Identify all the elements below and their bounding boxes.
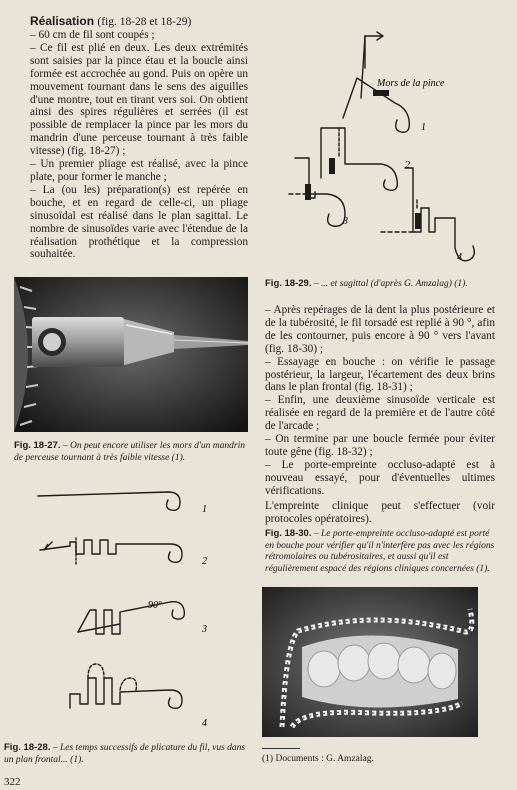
drill-chuck-illustration xyxy=(14,277,248,432)
fig-18-29-label-2: 2 xyxy=(405,160,410,171)
caption-text: – Les temps successifs de plicature du fil, vus dans un plan frontal... (1). xyxy=(4,743,246,765)
fig-18-27-caption xyxy=(14,440,248,464)
paragraph: – La (ou les) préparation(s) est repérée en bouche, et en regard de celle-ci, un pliage sinusoïdal est réalisé dans le plan sagittal. Le nombre de sinusoïdes varie avec l'étendue de la réalisation prothétique et la compression souhaitée. xyxy=(30,183,248,261)
wire-step-4 xyxy=(70,678,182,708)
paragraph: – Le porte-empreinte occluso-adapté est à nouveau essayé, pour d'éventuelles ultimes vérifications. xyxy=(265,458,495,497)
caption-text: – ... et sagittal (d'après G. Amzalag) (1). xyxy=(311,279,468,289)
section-heading-title: Réalisation xyxy=(30,14,95,28)
fig-18-27-photo xyxy=(14,277,248,432)
footnote: (1) Documents : G. Amzalag. xyxy=(262,754,374,764)
caption-label: Fig. 18-28. xyxy=(4,742,51,753)
caption-label: Fig. 18-30. xyxy=(265,528,312,539)
caption-text: – Le porte-empreinte occluso-adapté est porté en bouche pour vérifier qu'il n'interfère pas avec les régions rétromolaires ou tubérositaires, et aussi qu'il est régulièrement espacé des régions cliniques concernées (1). xyxy=(265,529,495,574)
footnote-rule xyxy=(262,748,300,749)
fig-18-30-caption xyxy=(265,528,495,575)
fig-18-30-photo xyxy=(262,587,478,737)
fig-18-28-diagram xyxy=(30,482,248,740)
page-number: 322 xyxy=(4,776,21,788)
paragraph: – Un premier pliage est réalisé, avec la pince plate, pour former le manche ; xyxy=(30,158,248,183)
fig-18-28-label-2: 2 xyxy=(202,556,207,567)
section-heading xyxy=(30,14,248,28)
fig-18-29-label-3: 3 xyxy=(343,216,348,227)
paragraph: L'empreinte clinique peut s'effectuer (voir protocoles opératoires). xyxy=(265,499,495,525)
caption-text: – On peut encore utiliser les mors d'un mandrin de perceuse tournant à très faible vitesse (1). xyxy=(14,441,246,463)
fig-18-28-label-3: 3 xyxy=(202,624,207,635)
paragraph: – Ce fil est plié en deux. Les deux extrémités sont saisies par la pince étau et la boucle ainsi formée est accrochée au gond. Puis on opère un mouvement tournant dans le sens des aiguilles d'une montre, tout en tirant vers soi. On obtient ainsi des spires régulières et serrées (il est possible de remplacer la pince par les mors du mandrin d'une perceuse tournant à très faible vitesse) (fig. 18-27) ; xyxy=(30,41,248,158)
fig-18-28-label-1: 1 xyxy=(202,504,207,515)
fig-18-29-label-1: 1 xyxy=(421,122,426,133)
paragraph: – Essayage en bouche : on vérifie le passage postérieur, la largeur, l'écartement des deux brins dans le plan frontal (fig. 18-31) ; xyxy=(265,355,495,394)
paragraph: – 60 cm de fil sont coupés ; xyxy=(30,29,155,41)
right-body-text xyxy=(265,304,495,525)
caption-label: Fig. 18-29. xyxy=(265,278,312,289)
fig-18-29-label-4: 4 xyxy=(457,252,462,263)
section-heading-ref: (fig. 18-28 et 18-29) xyxy=(97,16,192,28)
wire-step-2 xyxy=(40,540,182,562)
paragraph: – Après repérages de la dent la plus postérieure et de la tubérosité, le fil torsadé est replié à 90 °, afin de les contourner, puis encore à 90 ° vers l'avant (fig. 18-30) ; xyxy=(265,304,495,355)
fig-18-29-caption xyxy=(265,278,495,291)
paragraph: – Enfin, une deuxième sinusoïde verticale est réalisée en regard de la première et de l'autre côté de l'arcade ; xyxy=(265,394,495,433)
paragraph: – On termine par une boucle fermée pour éviter toute gêne (fig. 18-32) ; xyxy=(265,433,495,458)
left-body-text xyxy=(30,29,248,261)
fig-18-29-diagram xyxy=(265,8,495,270)
impression-tray-illustration xyxy=(262,587,478,737)
angle-label: 90° xyxy=(148,600,162,611)
mors-label: Mors de la pince xyxy=(377,78,445,89)
left-column xyxy=(30,14,248,261)
wire-step-1 xyxy=(38,492,180,510)
fig-18-28-label-4: 4 xyxy=(202,718,207,729)
fig-18-28-caption xyxy=(4,742,248,766)
caption-label: Fig. 18-27. xyxy=(14,440,61,451)
